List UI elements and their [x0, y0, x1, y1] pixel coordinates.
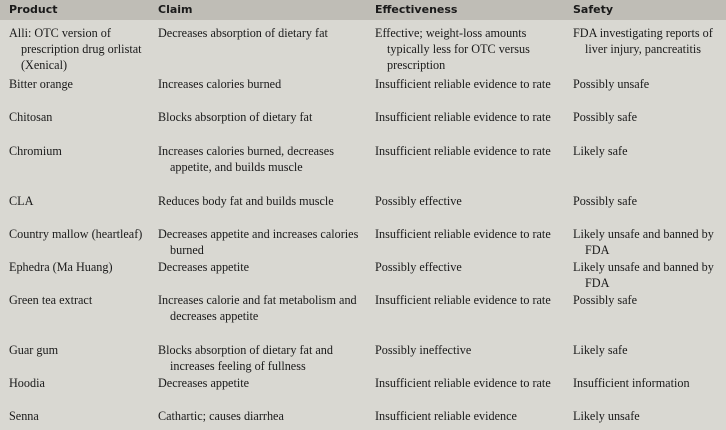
cell-effectiveness: Insufficient reliable evidence to rate — [375, 293, 551, 307]
cell-safety: Likely unsafe and banned by FDA — [573, 227, 714, 257]
cell-claim: Increases calories burned, decreases appetite, and builds muscle — [158, 144, 334, 174]
cell-claim: Decreases appetite and increases calories burned — [158, 227, 359, 257]
cell-effectiveness: Insufficient reliable evidence — [375, 409, 517, 423]
cell-safety: Possibly safe — [573, 194, 637, 208]
cell-safety: Possibly safe — [573, 110, 637, 124]
cell-product: CLA — [9, 194, 34, 208]
cell-effectiveness: Insufficient reliable evidence to rate — [375, 77, 551, 91]
cell-product: Green tea extract — [9, 293, 93, 307]
cell-claim: Blocks absorption of dietary fat and increases feeling of fullness — [158, 343, 333, 373]
cell-claim: Blocks absorption of dietary fat — [158, 110, 313, 124]
cell-effectiveness: Possibly ineffective — [375, 343, 472, 357]
cell-effectiveness: Insufficient reliable evidence to rate — [375, 144, 551, 158]
cell-effectiveness: Insufficient reliable evidence to rate — [375, 110, 551, 124]
cell-claim: Decreases absorption of dietary fat — [158, 26, 328, 40]
cell-effectiveness: Possibly effective — [375, 260, 462, 274]
cell-safety: Possibly safe — [573, 293, 637, 307]
table-header-row — [0, 0, 726, 20]
cell-product: Country mallow (heartleaf) — [9, 227, 143, 241]
header-product: Product — [9, 3, 58, 16]
cell-product: Alli: OTC version of prescription drug orlistat (Xenical) — [9, 26, 142, 72]
cell-product: Chromium — [9, 144, 62, 158]
cell-effectiveness: Effective; weight-loss amounts typically less for OTC versus prescription — [375, 26, 530, 72]
cell-claim: Reduces body fat and builds muscle — [158, 194, 334, 208]
header-effectiveness: Effectiveness — [375, 3, 458, 16]
cell-safety: Likely safe — [573, 144, 628, 158]
cell-safety: Insufficient information — [573, 376, 690, 390]
cell-product: Chitosan — [9, 110, 53, 124]
cell-product: Senna — [9, 409, 39, 423]
cell-claim: Increases calories burned — [158, 77, 282, 91]
cell-claim: Decreases appetite — [158, 260, 250, 274]
cell-effectiveness: Insufficient reliable evidence to rate — [375, 376, 551, 390]
cell-effectiveness: Insufficient reliable evidence to rate — [375, 227, 551, 241]
cell-product: Bitter orange — [9, 77, 73, 91]
cell-safety: Likely unsafe — [573, 409, 640, 423]
cell-safety: Likely safe — [573, 343, 628, 357]
cell-safety: Likely unsafe and banned by FDA — [573, 260, 714, 290]
cell-safety: Possibly unsafe — [573, 77, 650, 91]
cell-claim: Cathartic; causes diarrhea — [158, 409, 284, 423]
cell-claim: Increases calorie and fat metabolism and decreases appetite — [158, 293, 357, 323]
cell-effectiveness: Possibly effective — [375, 194, 462, 208]
cell-safety: FDA investigating reports of liver injury, pancreatitis — [573, 26, 713, 56]
header-safety: Safety — [573, 3, 614, 16]
cell-product: Guar gum — [9, 343, 59, 357]
cell-claim: Decreases appetite — [158, 376, 250, 390]
cell-product: Hoodia — [9, 376, 45, 390]
header-claim: Claim — [158, 3, 193, 16]
cell-product: Ephedra (Ma Huang) — [9, 260, 113, 274]
